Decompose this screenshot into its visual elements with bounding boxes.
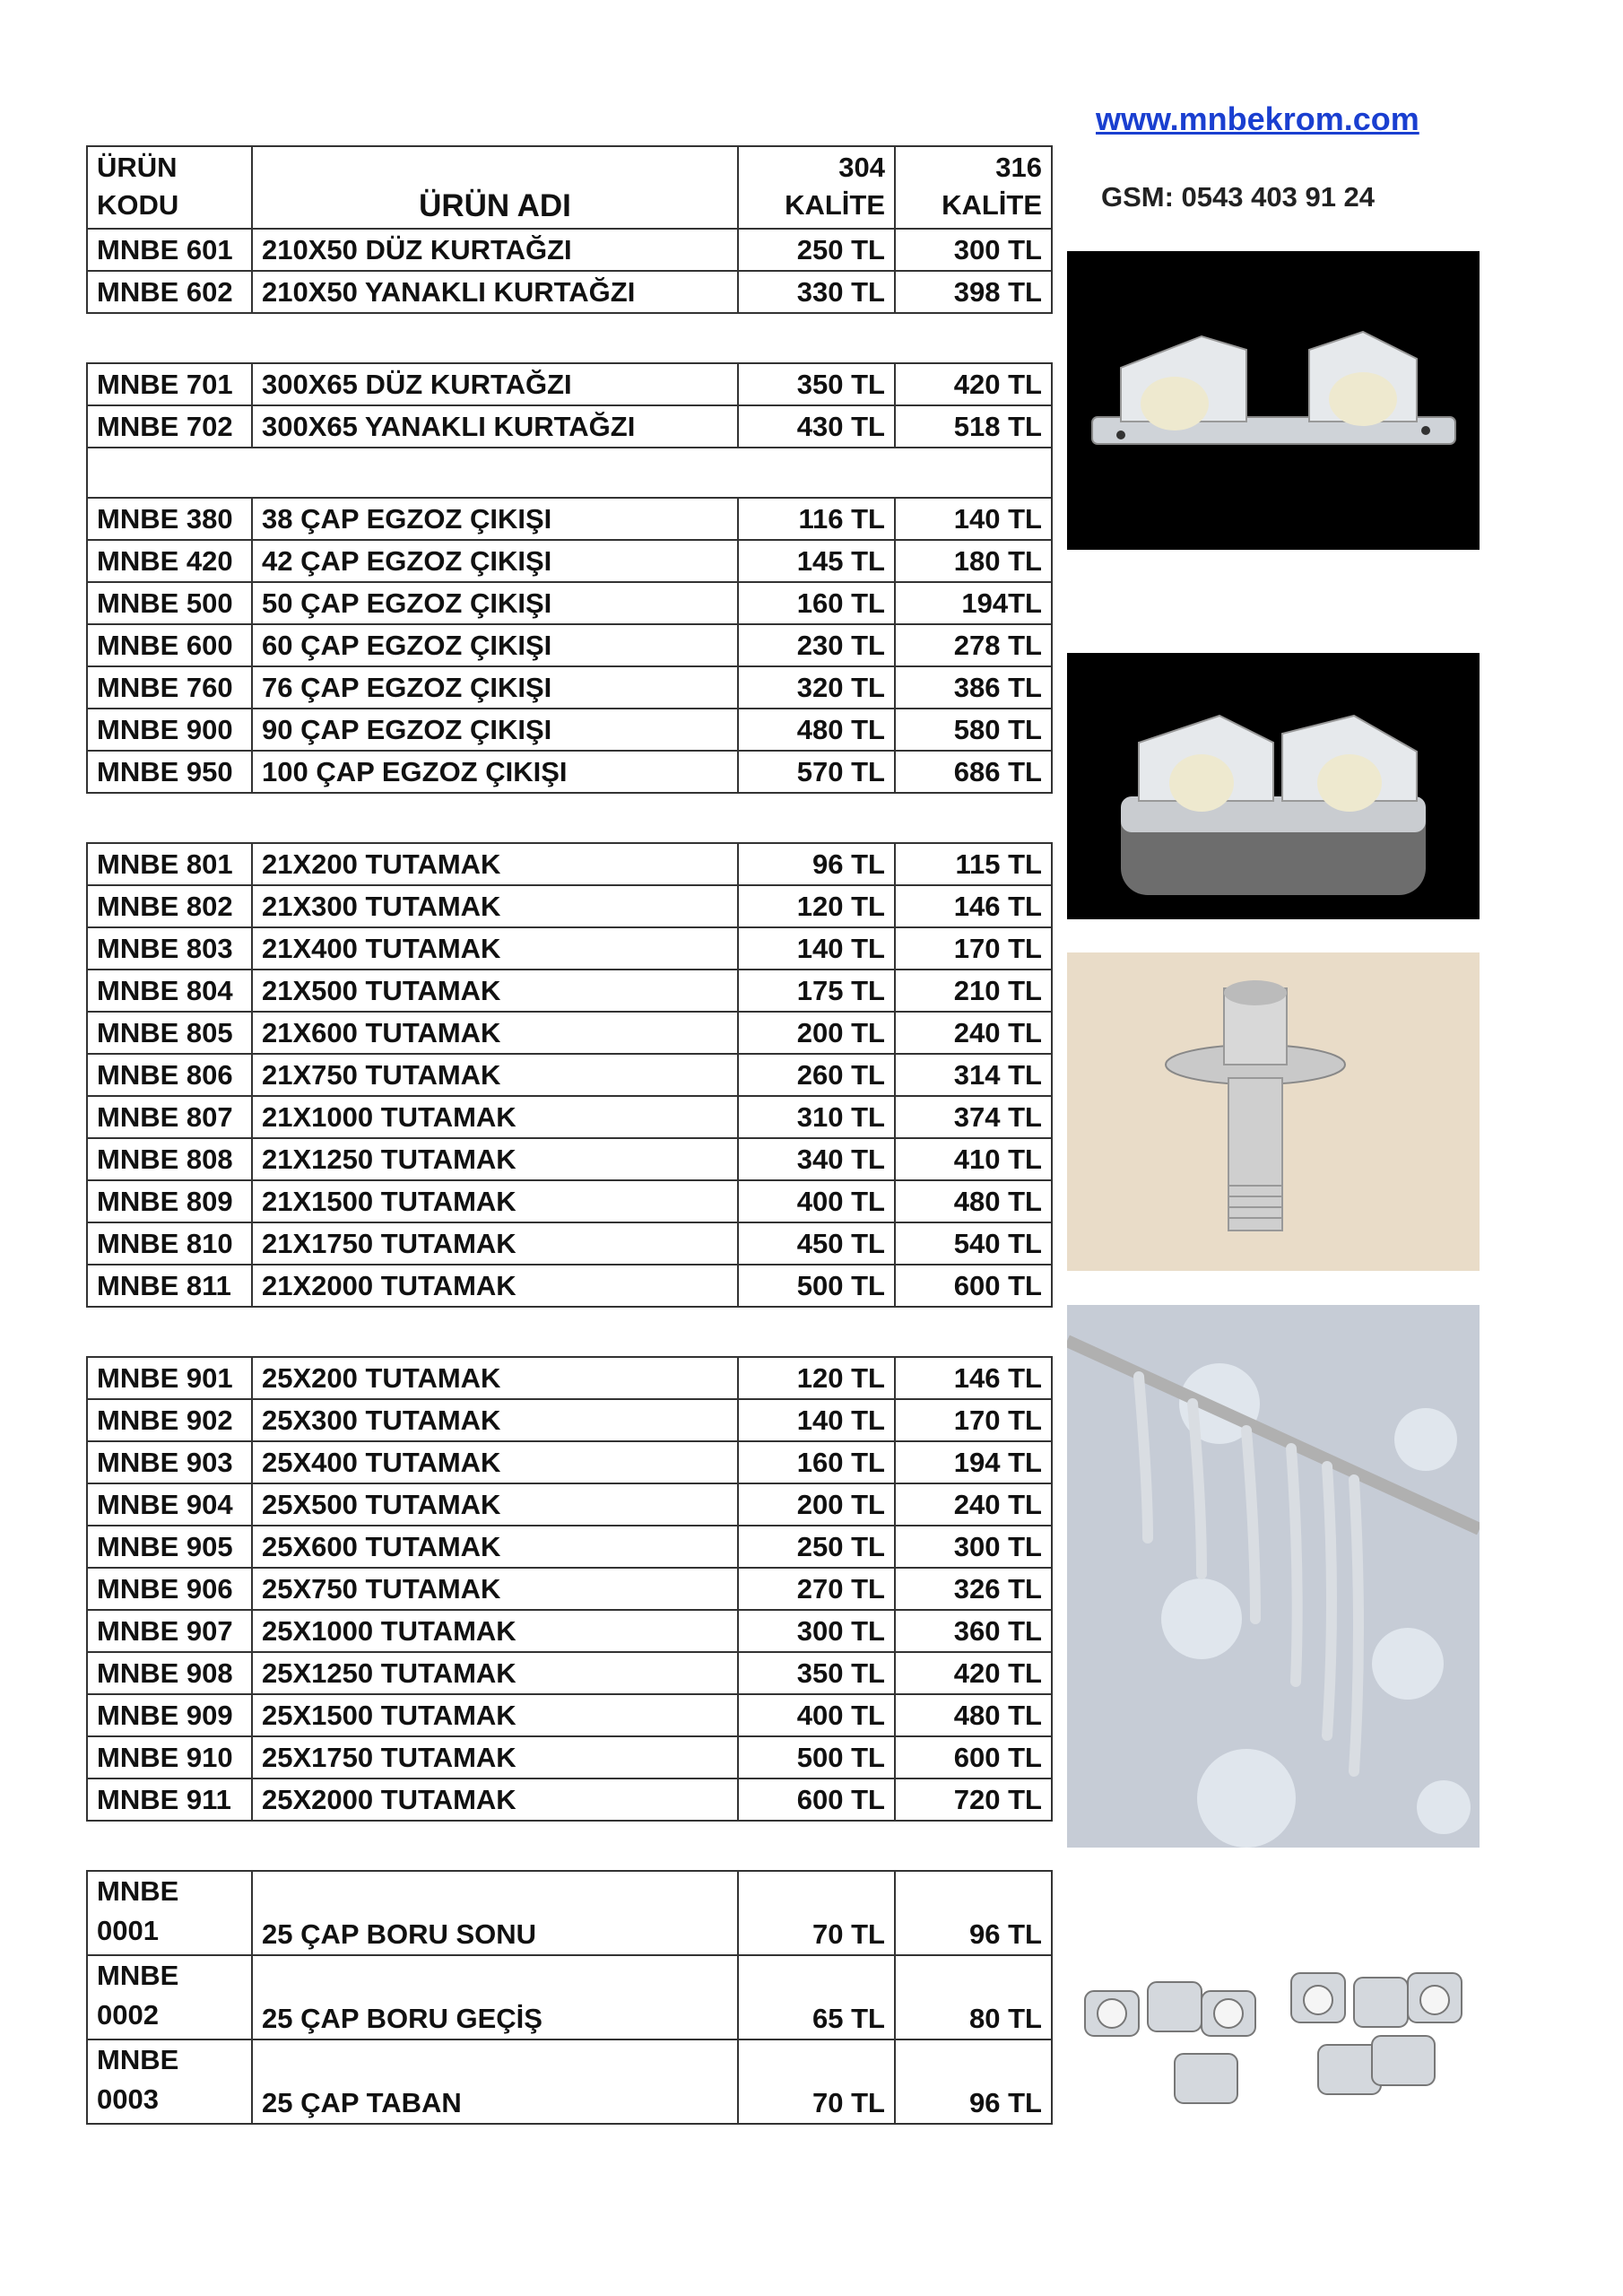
price-304: 350 TL (738, 363, 895, 405)
table-row (87, 1265, 1052, 1307)
price-316: 140 TL (895, 498, 1052, 540)
product-name: 38 ÇAP EGZOZ ÇIKIŞI (252, 498, 738, 540)
spacer-cell (87, 313, 1052, 363)
price-304: 145 TL (738, 540, 895, 582)
product-code: MNBE 0003 (87, 2039, 252, 2124)
product-name: 25X300 TUTAMAK (252, 1399, 738, 1441)
header-code-line2: KODU (97, 189, 179, 221)
product-name: 25X750 TUTAMAK (252, 1568, 738, 1610)
product-name: 25X1250 TUTAMAK (252, 1652, 738, 1694)
table-header-row (87, 146, 1052, 229)
price-316: 360 TL (895, 1610, 1052, 1652)
table-row (87, 970, 1052, 1012)
price-304: 430 TL (738, 405, 895, 448)
price-304: 330 TL (738, 271, 895, 313)
product-name: 300X65 YANAKLI KURTAĞZI (252, 405, 738, 448)
exhaust-icon (1067, 952, 1480, 1271)
product-name: 21X1250 TUTAMAK (252, 1138, 738, 1180)
fairlead-cheeked-photo (1067, 653, 1480, 919)
group-spacer (87, 448, 1052, 498)
price-316: 180 TL (895, 540, 1052, 582)
price-304: 250 TL (738, 229, 895, 271)
table-row (87, 1399, 1052, 1441)
fairlead-flat-photo (1067, 251, 1480, 550)
price-316: 398 TL (895, 271, 1052, 313)
price-316: 146 TL (895, 885, 1052, 927)
price-table (86, 145, 1053, 2125)
price-316: 96 TL (895, 1871, 1052, 1955)
product-code: MNBE 902 (87, 1399, 252, 1441)
price-304: 120 TL (738, 1357, 895, 1399)
header-code-line1: ÜRÜN (97, 152, 178, 183)
product-name: 25X200 TUTAMAK (252, 1357, 738, 1399)
product-code: MNBE 602 (87, 271, 252, 313)
product-code: MNBE 809 (87, 1180, 252, 1222)
price-304: 200 TL (738, 1012, 895, 1054)
table-row (87, 1568, 1052, 1610)
price-316: 686 TL (895, 751, 1052, 793)
price-316: 194 TL (895, 1441, 1052, 1483)
table-row (87, 540, 1052, 582)
price-316: 518 TL (895, 405, 1052, 448)
price-304: 570 TL (738, 751, 895, 793)
product-code: MNBE 901 (87, 1357, 252, 1399)
product-code: MNBE 500 (87, 582, 252, 624)
price-316: 314 TL (895, 1054, 1052, 1096)
grab-handles-photo (1067, 1305, 1480, 1848)
product-code: MNBE 760 (87, 666, 252, 709)
price-304: 65 TL (738, 1955, 895, 2039)
table-row (87, 1694, 1052, 1736)
product-code: MNBE 0001 (87, 1871, 252, 1955)
product-code: MNBE 805 (87, 1012, 252, 1054)
product-code: MNBE 907 (87, 1610, 252, 1652)
product-name: 21X2000 TUTAMAK (252, 1265, 738, 1307)
price-316: 96 TL (895, 2039, 1052, 2124)
product-code: MNBE 802 (87, 885, 252, 927)
table-row (87, 498, 1052, 540)
product-code: MNBE 702 (87, 405, 252, 448)
fitting-icon (1067, 1937, 1480, 2135)
price-316: 240 TL (895, 1483, 1052, 1526)
product-code: MNBE 804 (87, 970, 252, 1012)
product-name: 25X600 TUTAMAK (252, 1526, 738, 1568)
spacer-cell (87, 793, 1052, 843)
product-code: MNBE 950 (87, 751, 252, 793)
product-code: MNBE 904 (87, 1483, 252, 1526)
table-row (87, 1871, 1052, 1955)
product-name: 50 ÇAP EGZOZ ÇIKIŞI (252, 582, 738, 624)
table-row (87, 2039, 1052, 2124)
product-code: MNBE 810 (87, 1222, 252, 1265)
header-316 (895, 146, 1052, 229)
price-316: 194TL (895, 582, 1052, 624)
table-row (87, 1012, 1052, 1054)
table-row (87, 1096, 1052, 1138)
product-code: MNBE 905 (87, 1526, 252, 1568)
table-row (87, 1441, 1052, 1483)
fairlead-icon (1067, 251, 1480, 550)
table-row (87, 405, 1052, 448)
spacer-cell (87, 1821, 1052, 1871)
price-304: 175 TL (738, 970, 895, 1012)
price-316: 278 TL (895, 624, 1052, 666)
price-304: 230 TL (738, 624, 895, 666)
product-name: 90 ÇAP EGZOZ ÇIKIŞI (252, 709, 738, 751)
table-row (87, 927, 1052, 970)
price-304: 140 TL (738, 1399, 895, 1441)
product-name: 210X50 DÜZ KURTAĞZI (252, 229, 738, 271)
price-304: 600 TL (738, 1779, 895, 1821)
product-name: 25X1500 TUTAMAK (252, 1694, 738, 1736)
product-name: 25X1750 TUTAMAK (252, 1736, 738, 1779)
table-row (87, 363, 1052, 405)
product-code: MNBE 906 (87, 1568, 252, 1610)
product-name: 21X200 TUTAMAK (252, 843, 738, 885)
product-name: 25X400 TUTAMAK (252, 1441, 738, 1483)
table-row (87, 666, 1052, 709)
price-304: 500 TL (738, 1265, 895, 1307)
price-316: 374 TL (895, 1096, 1052, 1138)
price-316: 410 TL (895, 1138, 1052, 1180)
group-spacer (87, 1821, 1052, 1871)
price-316: 420 TL (895, 1652, 1052, 1694)
pipe-fittings-photo (1067, 1937, 1480, 2135)
price-304: 480 TL (738, 709, 895, 751)
table-row (87, 843, 1052, 885)
table-row (87, 1180, 1052, 1222)
price-304: 340 TL (738, 1138, 895, 1180)
table-row (87, 1955, 1052, 2039)
product-name: 300X65 DÜZ KURTAĞZI (252, 363, 738, 405)
price-316: 210 TL (895, 970, 1052, 1012)
price-316: 600 TL (895, 1265, 1052, 1307)
price-304: 116 TL (738, 498, 895, 540)
product-code: MNBE 803 (87, 927, 252, 970)
product-code: MNBE 908 (87, 1652, 252, 1694)
table-row (87, 1483, 1052, 1526)
price-316: 170 TL (895, 1399, 1052, 1441)
exhaust-outlet-photo (1067, 952, 1480, 1271)
table-row (87, 709, 1052, 751)
price-304: 200 TL (738, 1483, 895, 1526)
group-spacer (87, 793, 1052, 843)
handle-icon (1067, 1305, 1480, 1848)
price-304: 160 TL (738, 1441, 895, 1483)
price-316: 80 TL (895, 1955, 1052, 2039)
product-name: 25 ÇAP BORU GEÇİŞ (252, 1955, 738, 2039)
table-row (87, 1054, 1052, 1096)
header-name: ÜRÜN ADI (252, 146, 738, 229)
price-304: 70 TL (738, 1871, 895, 1955)
product-name: 100 ÇAP EGZOZ ÇIKIŞI (252, 751, 738, 793)
product-code: MNBE 807 (87, 1096, 252, 1138)
price-316: 170 TL (895, 927, 1052, 970)
product-code: MNBE 600 (87, 624, 252, 666)
price-304: 70 TL (738, 2039, 895, 2124)
product-name: 21X300 TUTAMAK (252, 885, 738, 927)
price-316: 240 TL (895, 1012, 1052, 1054)
table-row (87, 1736, 1052, 1779)
price-304: 300 TL (738, 1610, 895, 1652)
price-304: 310 TL (738, 1096, 895, 1138)
table-row (87, 1222, 1052, 1265)
table-row (87, 1357, 1052, 1399)
price-316: 480 TL (895, 1180, 1052, 1222)
website-link[interactable]: www.mnbekrom.com (1096, 100, 1419, 137)
table-row (87, 751, 1052, 793)
group-spacer (87, 1307, 1052, 1357)
spacer-cell (87, 448, 1052, 498)
table-row (87, 271, 1052, 313)
product-code: MNBE 420 (87, 540, 252, 582)
price-316: 480 TL (895, 1694, 1052, 1736)
price-304: 96 TL (738, 843, 895, 885)
product-name: 21X1500 TUTAMAK (252, 1180, 738, 1222)
price-316: 580 TL (895, 709, 1052, 751)
price-316: 326 TL (895, 1568, 1052, 1610)
price-304: 120 TL (738, 885, 895, 927)
header-316-line2: KALİTE (942, 189, 1042, 221)
group-spacer (87, 313, 1052, 363)
product-name: 25 ÇAP BORU SONU (252, 1871, 738, 1955)
product-name: 60 ÇAP EGZOZ ÇIKIŞI (252, 624, 738, 666)
price-316: 540 TL (895, 1222, 1052, 1265)
product-code: MNBE 806 (87, 1054, 252, 1096)
price-316: 420 TL (895, 363, 1052, 405)
product-name: 21X400 TUTAMAK (252, 927, 738, 970)
product-name: 25 ÇAP TABAN (252, 2039, 738, 2124)
price-316: 600 TL (895, 1736, 1052, 1779)
product-name: 210X50 YANAKLI KURTAĞZI (252, 271, 738, 313)
price-316: 300 TL (895, 1526, 1052, 1568)
header-316-line1: 316 (995, 152, 1042, 183)
product-name: 25X2000 TUTAMAK (252, 1779, 738, 1821)
product-code: MNBE 701 (87, 363, 252, 405)
product-code: MNBE 900 (87, 709, 252, 751)
price-304: 400 TL (738, 1694, 895, 1736)
header-304 (738, 146, 895, 229)
table-row (87, 229, 1052, 271)
product-code: MNBE 808 (87, 1138, 252, 1180)
table-row (87, 1652, 1052, 1694)
product-code: MNBE 910 (87, 1736, 252, 1779)
price-304: 350 TL (738, 1652, 895, 1694)
price-304: 400 TL (738, 1180, 895, 1222)
product-name: 21X600 TUTAMAK (252, 1012, 738, 1054)
gsm-phone: GSM: 0543 403 91 24 (1101, 181, 1376, 213)
price-316: 146 TL (895, 1357, 1052, 1399)
price-304: 260 TL (738, 1054, 895, 1096)
price-316: 115 TL (895, 843, 1052, 885)
product-code: MNBE 811 (87, 1265, 252, 1307)
price-304: 160 TL (738, 582, 895, 624)
spacer-cell (87, 1307, 1052, 1357)
price-304: 320 TL (738, 666, 895, 709)
product-code: MNBE 903 (87, 1441, 252, 1483)
product-code: MNBE 0002 (87, 1955, 252, 2039)
header-304-line2: KALİTE (785, 189, 885, 221)
product-code: MNBE 909 (87, 1694, 252, 1736)
fairlead-icon (1067, 653, 1480, 919)
product-name: 25X1000 TUTAMAK (252, 1610, 738, 1652)
product-code: MNBE 380 (87, 498, 252, 540)
table-row (87, 1138, 1052, 1180)
product-code: MNBE 601 (87, 229, 252, 271)
price-316: 300 TL (895, 229, 1052, 271)
price-304: 250 TL (738, 1526, 895, 1568)
product-name: 21X1750 TUTAMAK (252, 1222, 738, 1265)
header-code (87, 146, 252, 229)
product-name: 76 ÇAP EGZOZ ÇIKIŞI (252, 666, 738, 709)
product-name: 21X500 TUTAMAK (252, 970, 738, 1012)
table-row (87, 582, 1052, 624)
price-304: 450 TL (738, 1222, 895, 1265)
price-316: 720 TL (895, 1779, 1052, 1821)
price-304: 270 TL (738, 1568, 895, 1610)
product-code: MNBE 911 (87, 1779, 252, 1821)
table-row (87, 1526, 1052, 1568)
product-code: MNBE 801 (87, 843, 252, 885)
header-304-line1: 304 (838, 152, 885, 183)
table-row (87, 885, 1052, 927)
product-name: 25X500 TUTAMAK (252, 1483, 738, 1526)
price-316: 386 TL (895, 666, 1052, 709)
price-304: 140 TL (738, 927, 895, 970)
table-row (87, 624, 1052, 666)
product-name: 21X1000 TUTAMAK (252, 1096, 738, 1138)
table-row (87, 1610, 1052, 1652)
product-name: 21X750 TUTAMAK (252, 1054, 738, 1096)
table-row (87, 1779, 1052, 1821)
product-name: 42 ÇAP EGZOZ ÇIKIŞI (252, 540, 738, 582)
price-304: 500 TL (738, 1736, 895, 1779)
